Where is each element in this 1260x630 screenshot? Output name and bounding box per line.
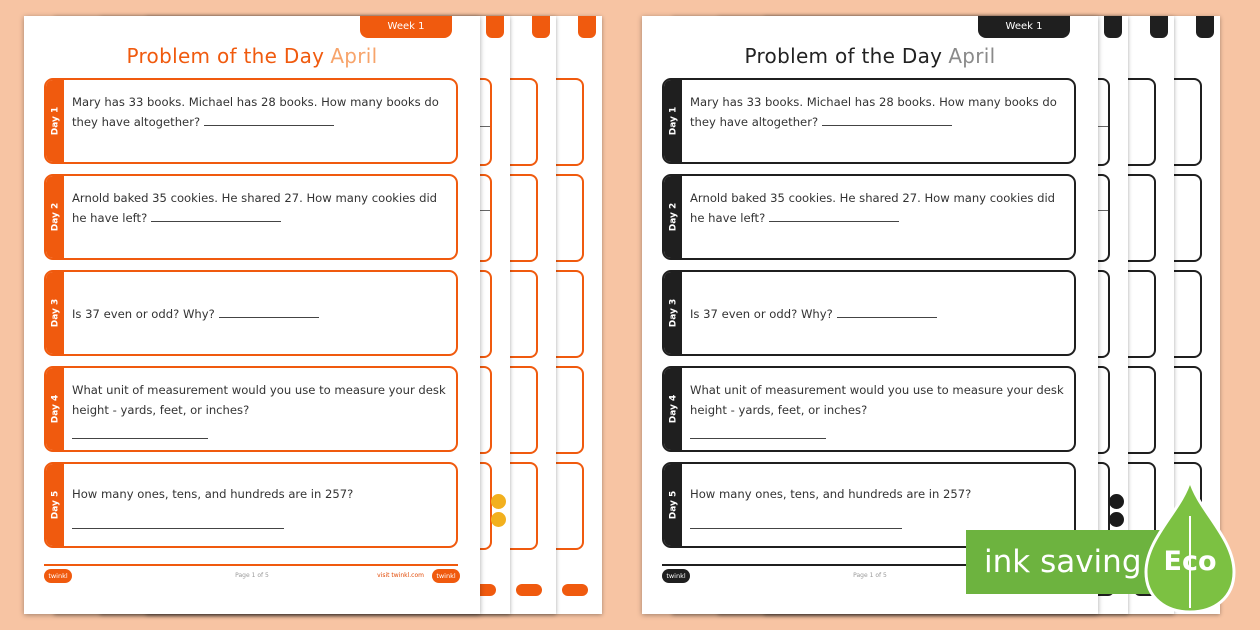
day-1-box [44,78,458,164]
day-label: Day 2 [664,176,682,258]
stacked-day-box [510,78,538,166]
twinkl-logo: twinkl [662,569,690,583]
counter-dot [1109,494,1124,509]
stacked-day-box [1128,78,1156,166]
title-text: Problem of the Day [744,44,943,68]
stacked-day-box [556,366,584,454]
answer-line[interactable] [72,528,284,529]
color-version [18,0,618,630]
week-tab: Week 1 [360,16,452,38]
twinkl-logo-right: twinkl [432,569,460,583]
answer-line[interactable] [837,307,937,318]
question-text: Is 37 even or odd? Why? [690,304,1068,324]
twinkl-logo: twinkl [44,569,72,583]
answer-line[interactable] [204,115,334,126]
stacked-day-box [556,78,584,166]
answer-line[interactable] [219,307,319,318]
week-tab-stub [1150,16,1168,38]
question-text: Arnold baked 35 cookies. He shared 27. How many cookies did he have left? [690,191,1056,225]
stacked-day-box [556,174,584,262]
answer-line[interactable] [690,528,902,529]
week-tab-stub [486,16,504,38]
stacked-day-box [510,366,538,454]
question-text: How many ones, tens, and hundreds are in 257? [690,487,972,501]
question-text: What unit of measurement would you use to measure your desk height - yards, feet, or inches? [72,383,446,417]
stacked-logo [562,584,588,596]
worksheet-page [24,16,480,614]
day-3-box [44,270,458,356]
title-month: April [330,44,378,68]
stacked-day-box [510,174,538,262]
day-1-box [662,78,1076,164]
week-tab-stub [578,16,596,38]
question-text: Arnold baked 35 cookies. He shared 27. How many cookies did he have left? [72,191,438,225]
question-text: How many ones, tens, and hundreds are in 257? [72,487,354,501]
page-number: Page 1 of 5 [853,572,887,579]
eco-label: Eco [1163,546,1217,577]
question-text: What unit of measurement would you use to measure your desk height - yards, feet, or inches? [690,383,1064,417]
day-2-box [44,174,458,260]
stacked-day-box [1174,174,1202,262]
stacked-day-box [1128,174,1156,262]
counter-dot [1109,512,1124,527]
title-month: April [948,44,996,68]
stacked-day-box [510,462,538,550]
question-text: Mary has 33 books. Michael has 28 books. How many books do they have altogether? [72,95,439,129]
day-label: Day 3 [664,272,682,354]
stacked-day-box [1128,270,1156,358]
day-5-box [44,462,458,548]
site-link[interactable]: visit twinkl.com [377,572,424,579]
day-label: Day 5 [664,464,682,546]
stacked-logo [516,584,542,596]
answer-line[interactable] [822,115,952,126]
day-4-box [44,366,458,452]
stacked-day-box [1174,78,1202,166]
day-label: Day 2 [46,176,64,258]
day-label: Day 5 [46,464,64,546]
page-number: Page 1 of 5 [235,572,269,579]
stacked-day-box [1174,366,1202,454]
page-title [642,44,1098,68]
question-text: Is 37 even or odd? Why? [72,304,450,324]
answer-line[interactable] [72,438,208,439]
week-tab-stub [1104,16,1122,38]
day-4-box [662,366,1076,452]
answer-line[interactable] [690,438,826,439]
day-label: Day 1 [46,80,64,162]
stacked-day-box [556,270,584,358]
stacked-day-box [1174,270,1202,358]
day-3-box [662,270,1076,356]
counter-dot [491,494,506,509]
week-tab-stub [1196,16,1214,38]
week-tab: Week 1 [978,16,1070,38]
counter-dot [491,512,506,527]
stacked-day-box [510,270,538,358]
stacked-day-box [1128,366,1156,454]
ink-saving-banner: ink saving [966,530,1166,594]
page-title [24,44,480,68]
worksheet-page [642,16,1098,614]
title-text: Problem of the Day [126,44,325,68]
answer-line[interactable] [151,211,281,222]
day-label: Day 1 [664,80,682,162]
day-label: Day 4 [664,368,682,450]
day-label: Day 4 [46,368,64,450]
day-2-box [662,174,1076,260]
stacked-day-box [556,462,584,550]
day-label: Day 3 [46,272,64,354]
week-tab-stub [532,16,550,38]
footer-rule [44,564,458,566]
answer-line[interactable] [769,211,899,222]
question-text: Mary has 33 books. Michael has 28 books. How many books do they have altogether? [690,95,1057,129]
